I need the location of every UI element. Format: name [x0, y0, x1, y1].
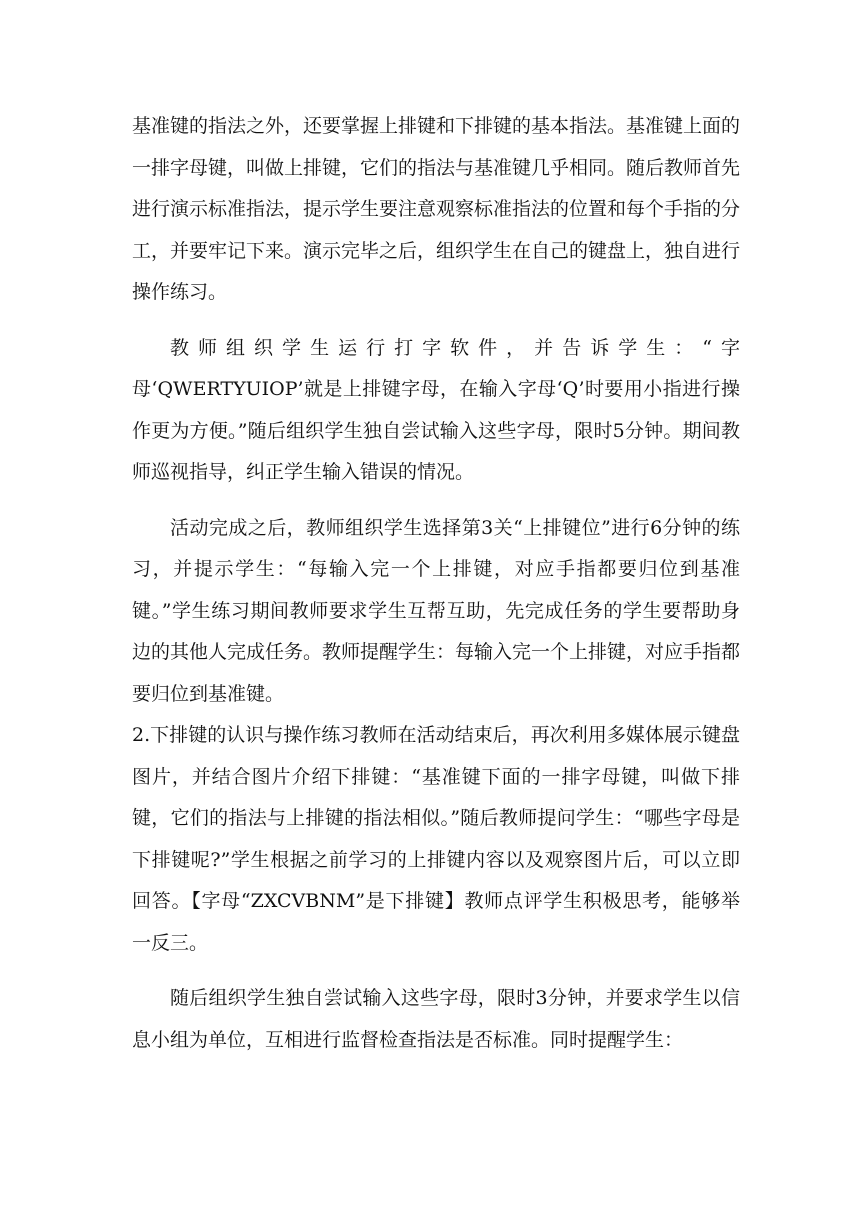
paragraph-upper-row-practice: 活动完成之后，教师组织学生选择第3关“上排键位”进行6分钟的练习，并提示学生：“每输入完一个上排键，对应手指都要归位到基准键。”学生练习期间教师要求学生互帮互助，先完成任务的学生要帮助身边的其他人完成任务。教师提醒学生：每输入完一个上排键，对应手指都要归位到基准键。	[132, 516, 741, 705]
paragraph-typing-software: 教师组织学生运行打字软件，并告诉学生：“字母‘QWERTYUIOP’就是上排键字母，在输入字母‘Q’时要用小指进行操作更为方便。”随后组织学生独自尝试输入这些字母，限时5分钟。期间教师巡视指导，纠正学生输入错误的情况。	[132, 336, 740, 483]
paragraph-continuation: 基准键的指法之外，还要掌握上排键和下排键的基本指法。基准键上面的一排字母键，叫做上排键，它们的指法与基准键几乎相同。随后教师首先进行演示标准指法，提示学生要注意观察标准指法的位置和每个手指的分工，并要牢记下来。演示完毕之后，组织学生在自己的键盘上，独自进行操作练习。	[132, 115, 741, 303]
paragraph-lower-row-section: 2.下排键的认识与操作练习教师在活动结束后，再次利用多媒体展示键盘图片，并结合图片介绍下排键：“基准键下面的一排字母键，叫做下排键，它们的指法与上排键的指法相似。”随后教师提问学生：“哪些字母是下排键呢?”学生根据之前学习的上排键内容以及观察图片后，可以立即回答。【字母“ZXCVBNM”是下排键】教师点评学生积极思考，能够举一反三。	[132, 724, 740, 954]
paragraph-lower-row-practice: 随后组织学生独自尝试输入这些字母，限时3分钟，并要求学生以信息小组为单位，互相进行监督检查指法是否标准。同时提醒学生：	[132, 987, 740, 1051]
document-body	[132, 106, 740, 1061]
